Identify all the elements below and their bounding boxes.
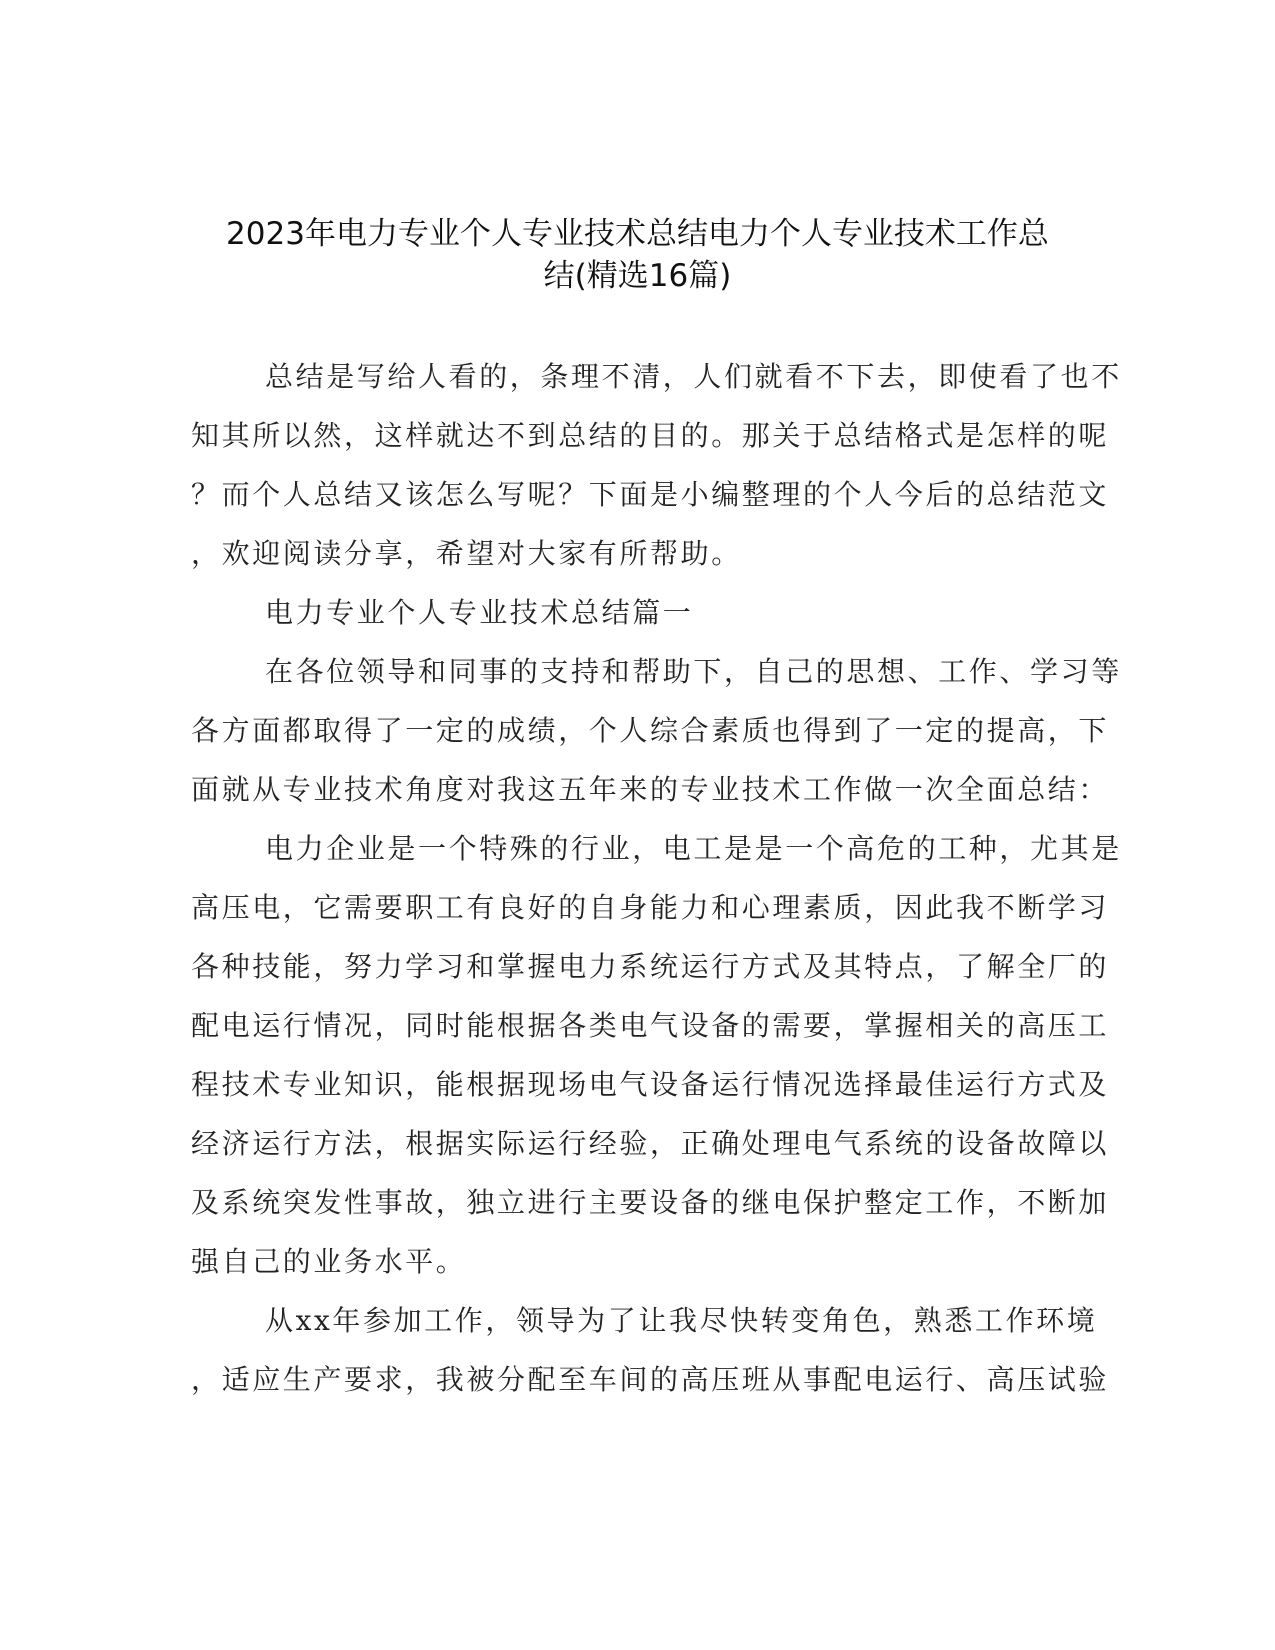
body-line-17: 从xx年参加工作，领导为了让我尽快转变角色，熟悉工作环境	[265, 1304, 1098, 1337]
body-line-15: 及系统突发性事故，独立进行主要设备的继电保护整定工作，不断加	[191, 1186, 1110, 1219]
body-line-2: 知其所以然，这样就达不到总结的目的。那关于总结格式是怎样的呢	[191, 419, 1110, 452]
body-line-14: 经济运行方法，根据实际运行经验，正确处理电气系统的设备故障以	[191, 1127, 1110, 1160]
section-heading: 电力专业个人专业技术总结篇一	[265, 596, 694, 629]
document-title-line-1: 2023年电力专业个人专业技术总结电力个人专业技术工作总	[226, 216, 1049, 252]
body-line-13: 程技术专业知识，能根据现场电气设备运行情况选择最佳运行方式及	[191, 1068, 1110, 1101]
body-line-18: ，适应生产要求，我被分配至车间的高压班从事配电运行、高压试验	[191, 1363, 1110, 1396]
body-line-4: ，欢迎阅读分享，希望对大家有所帮助。	[191, 537, 742, 570]
body-line-1: 总结是写给人看的，条理不清，人们就看不下去，即使看了也不	[265, 360, 1122, 393]
body-line-16: 强自己的业务水平。	[191, 1245, 467, 1278]
body-line-9: 电力企业是一个特殊的行业，电工是是一个高危的工种，尤其是	[265, 832, 1122, 865]
body-line-8: 面就从专业技术角度对我这五年来的专业技术工作做一次全面总结：	[191, 773, 1110, 806]
body-line-6: 在各位领导和同事的支持和帮助下，自己的思想、工作、学习等	[265, 655, 1122, 688]
body-line-12: 配电运行情况，同时能根据各类电气设备的需要，掌握相关的高压工	[191, 1009, 1110, 1042]
body-line-3: ？而个人总结又该怎么写呢？下面是小编整理的个人今后的总结范文	[191, 478, 1110, 511]
body-line-10: 高压电，它需要职工有良好的自身能力和心理素质，因此我不断学习	[191, 891, 1110, 924]
body-line-7: 各方面都取得了一定的成绩，个人综合素质也得到了一定的提高，下	[191, 714, 1110, 747]
body-line-11: 各种技能，努力学习和掌握电力系统运行方式及其特点，了解全厂的	[191, 950, 1110, 983]
document-title-line-2: 结(精选16篇)	[543, 258, 732, 294]
